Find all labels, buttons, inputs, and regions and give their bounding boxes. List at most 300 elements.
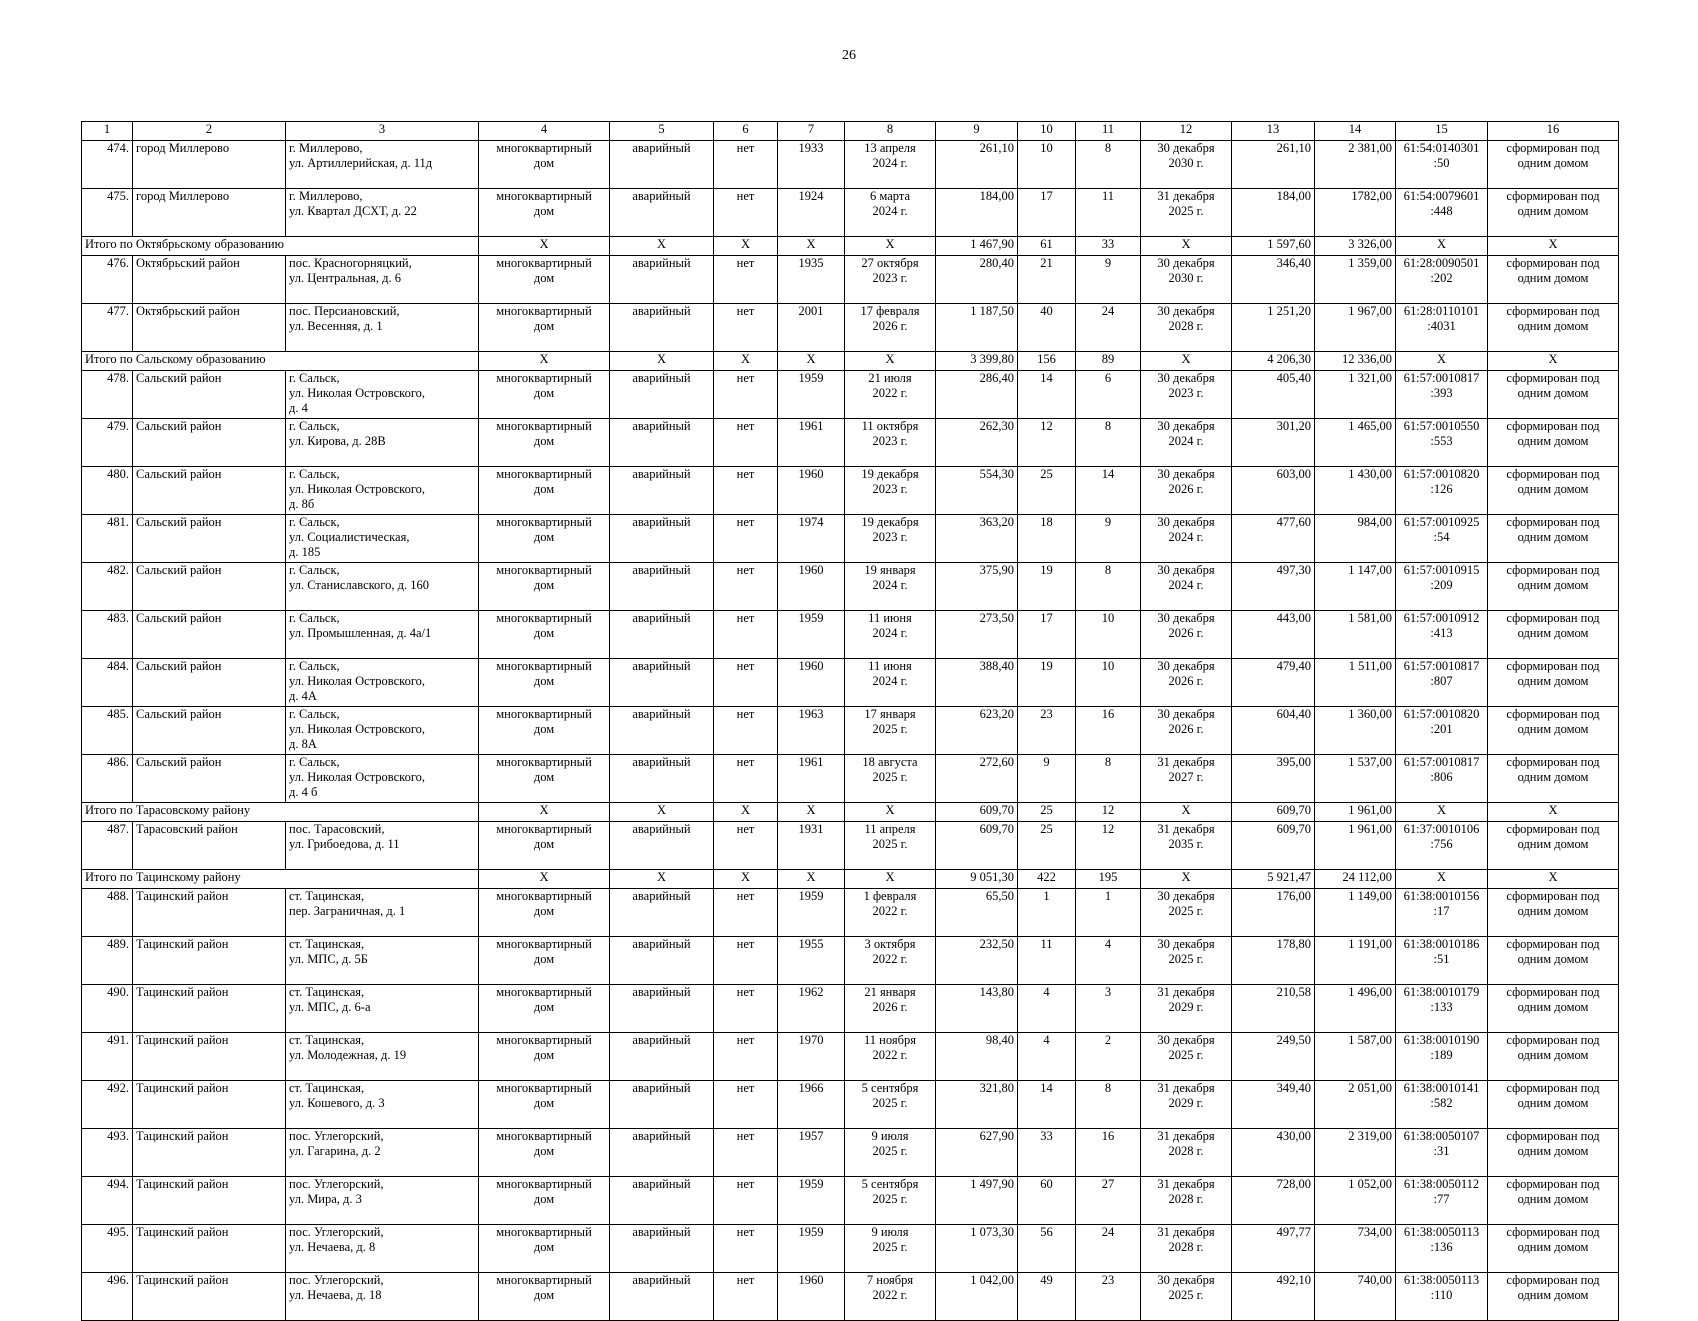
table-cell-col-13: 178,80 bbox=[1232, 937, 1315, 985]
table-cell-col-13: 479,40 bbox=[1232, 659, 1315, 707]
table-cell-col-6: нет bbox=[714, 563, 778, 611]
table-cell-col-2: Сальский район bbox=[133, 371, 286, 419]
table-cell-col-10: 19 bbox=[1018, 659, 1076, 707]
table-cell-col-4: многоквартирный дом bbox=[479, 304, 610, 352]
table-cell-col-10: 19 bbox=[1018, 563, 1076, 611]
subtotal-cell: X bbox=[778, 803, 845, 822]
subtotal-cell: X bbox=[1396, 237, 1488, 256]
table-row bbox=[82, 1033, 1619, 1081]
table-row bbox=[82, 419, 1619, 467]
table-cell-col-7: 1961 bbox=[778, 755, 845, 803]
table-row bbox=[82, 467, 1619, 515]
table-cell-col-8: 6 марта 2024 г. bbox=[845, 189, 936, 237]
table-cell-col-5: аварийный bbox=[610, 304, 714, 352]
table-cell-col-6: нет bbox=[714, 1225, 778, 1273]
subtotal-label: Итого по Октябрьскому образованию bbox=[82, 237, 479, 256]
table-cell-col-12: 30 декабря 2025 г. bbox=[1141, 1273, 1232, 1321]
table-row bbox=[82, 1273, 1619, 1321]
table-cell-col-13: 349,40 bbox=[1232, 1081, 1315, 1129]
table-cell-col-11: 16 bbox=[1076, 707, 1141, 755]
subtotal-cell: X bbox=[1396, 803, 1488, 822]
table-cell-col-6: нет bbox=[714, 1081, 778, 1129]
table-row bbox=[82, 1081, 1619, 1129]
table-cell-col-9: 262,30 bbox=[936, 419, 1018, 467]
table-row bbox=[82, 141, 1619, 189]
table-cell-col-2: Тацинский район bbox=[133, 1225, 286, 1273]
table-cell-col-2: Тацинский район bbox=[133, 1177, 286, 1225]
table-cell-col-9: 375,90 bbox=[936, 563, 1018, 611]
table-cell-col-5: аварийный bbox=[610, 1033, 714, 1081]
subtotal-cell: 89 bbox=[1076, 352, 1141, 371]
table-cell-col-4: многоквартирный дом bbox=[479, 1081, 610, 1129]
subtotal-cell: 33 bbox=[1076, 237, 1141, 256]
table-row bbox=[82, 371, 1619, 419]
table-cell-col-11: 8 bbox=[1076, 563, 1141, 611]
table-cell-col-10: 17 bbox=[1018, 189, 1076, 237]
table-cell-col-1: 479. bbox=[82, 419, 133, 467]
table-cell-col-6: нет bbox=[714, 419, 778, 467]
table-cell-col-8: 9 июля 2025 г. bbox=[845, 1225, 936, 1273]
subtotal-cell: X bbox=[778, 870, 845, 889]
table-cell-col-13: 1 251,20 bbox=[1232, 304, 1315, 352]
table-cell-col-12: 30 декабря 2030 г. bbox=[1141, 141, 1232, 189]
column-number-9: 9 bbox=[936, 122, 1018, 141]
table-cell-col-14: 1 149,00 bbox=[1315, 889, 1396, 937]
table-cell-col-13: 604,40 bbox=[1232, 707, 1315, 755]
table-cell-col-8: 17 февраля 2026 г. bbox=[845, 304, 936, 352]
table-cell-col-15: 61:57:0010915 :209 bbox=[1396, 563, 1488, 611]
subtotal-row bbox=[82, 237, 1619, 256]
table-cell-col-1: 477. bbox=[82, 304, 133, 352]
table-cell-col-13: 176,00 bbox=[1232, 889, 1315, 937]
table-cell-col-11: 8 bbox=[1076, 755, 1141, 803]
table-cell-col-11: 12 bbox=[1076, 822, 1141, 870]
table-cell-col-10: 1 bbox=[1018, 889, 1076, 937]
column-number-10: 10 bbox=[1018, 122, 1076, 141]
table-cell-col-3: пос. Углегорский, ул. Гагарина, д. 2 bbox=[286, 1129, 479, 1177]
table-cell-col-6: нет bbox=[714, 1273, 778, 1321]
table-row bbox=[82, 985, 1619, 1033]
table-row bbox=[82, 611, 1619, 659]
table-cell-col-8: 11 июня 2024 г. bbox=[845, 659, 936, 707]
table-cell-col-3: г. Сальск, ул. Николая Островского, д. 4 bbox=[286, 371, 479, 419]
table-cell-col-9: 1 497,90 bbox=[936, 1177, 1018, 1225]
table-row bbox=[82, 1129, 1619, 1177]
table-cell-col-13: 261,10 bbox=[1232, 141, 1315, 189]
table-cell-col-1: 481. bbox=[82, 515, 133, 563]
table-cell-col-10: 12 bbox=[1018, 419, 1076, 467]
table-cell-col-14: 1 511,00 bbox=[1315, 659, 1396, 707]
table-cell-col-13: 395,00 bbox=[1232, 755, 1315, 803]
table-cell-col-12: 30 декабря 2028 г. bbox=[1141, 304, 1232, 352]
table-cell-col-4: многоквартирный дом bbox=[479, 515, 610, 563]
subtotal-cell: X bbox=[479, 803, 610, 822]
table-cell-col-12: 31 декабря 2035 г. bbox=[1141, 822, 1232, 870]
table-cell-col-10: 23 bbox=[1018, 707, 1076, 755]
table-cell-col-15: 61:54:0140301 :50 bbox=[1396, 141, 1488, 189]
table-cell-col-9: 1 187,50 bbox=[936, 304, 1018, 352]
table-cell-col-2: город Миллерово bbox=[133, 141, 286, 189]
table-cell-col-5: аварийный bbox=[610, 1177, 714, 1225]
table-cell-col-4: многоквартирный дом bbox=[479, 1177, 610, 1225]
table-cell-col-4: многоквартирный дом bbox=[479, 1129, 610, 1177]
table-cell-col-1: 480. bbox=[82, 467, 133, 515]
table-row bbox=[82, 707, 1619, 755]
table-cell-col-10: 25 bbox=[1018, 822, 1076, 870]
table-header-row bbox=[82, 122, 1619, 141]
table-cell-col-11: 23 bbox=[1076, 1273, 1141, 1321]
table-cell-col-2: Тацинский район bbox=[133, 1033, 286, 1081]
table-cell-col-2: Тацинский район bbox=[133, 1129, 286, 1177]
table-cell-col-16: сформирован под одним домом bbox=[1488, 755, 1619, 803]
table-cell-col-16: сформирован под одним домом bbox=[1488, 256, 1619, 304]
table-cell-col-2: Сальский район bbox=[133, 755, 286, 803]
table-cell-col-9: 554,30 bbox=[936, 467, 1018, 515]
column-number-6: 6 bbox=[714, 122, 778, 141]
table-cell-col-2: Сальский район bbox=[133, 467, 286, 515]
table-cell-col-6: нет bbox=[714, 141, 778, 189]
table-cell-col-8: 7 ноября 2022 г. bbox=[845, 1273, 936, 1321]
table-cell-col-14: 1 052,00 bbox=[1315, 1177, 1396, 1225]
table-cell-col-6: нет bbox=[714, 189, 778, 237]
table-cell-col-4: многоквартирный дом bbox=[479, 707, 610, 755]
table-cell-col-14: 1 465,00 bbox=[1315, 419, 1396, 467]
table-cell-col-15: 61:57:0010820 :201 bbox=[1396, 707, 1488, 755]
subtotal-cell: X bbox=[610, 352, 714, 371]
table-cell-col-3: г. Сальск, ул. Промышленная, д. 4а/1 bbox=[286, 611, 479, 659]
table-row bbox=[82, 889, 1619, 937]
table-cell-col-15: 61:38:0010190 :189 bbox=[1396, 1033, 1488, 1081]
table-cell-col-6: нет bbox=[714, 822, 778, 870]
table-cell-col-13: 728,00 bbox=[1232, 1177, 1315, 1225]
table-cell-col-2: Тацинский район bbox=[133, 1081, 286, 1129]
table-cell-col-16: сформирован под одним домом bbox=[1488, 889, 1619, 937]
table-cell-col-4: многоквартирный дом bbox=[479, 755, 610, 803]
table-row bbox=[82, 755, 1619, 803]
table-cell-col-7: 1960 bbox=[778, 1273, 845, 1321]
table-row bbox=[82, 1177, 1619, 1225]
table-cell-col-13: 492,10 bbox=[1232, 1273, 1315, 1321]
table-cell-col-8: 18 августа 2025 г. bbox=[845, 755, 936, 803]
table-cell-col-5: аварийный bbox=[610, 1129, 714, 1177]
subtotal-cell: X bbox=[778, 352, 845, 371]
table-cell-col-16: сформирован под одним домом bbox=[1488, 141, 1619, 189]
table-cell-col-5: аварийный bbox=[610, 659, 714, 707]
table-cell-col-7: 1959 bbox=[778, 889, 845, 937]
table-cell-col-9: 272,60 bbox=[936, 755, 1018, 803]
table-cell-col-8: 11 апреля 2025 г. bbox=[845, 822, 936, 870]
table-cell-col-15: 61:54:0079601 :448 bbox=[1396, 189, 1488, 237]
table-cell-col-14: 2 319,00 bbox=[1315, 1129, 1396, 1177]
table-row bbox=[82, 189, 1619, 237]
table-cell-col-5: аварийный bbox=[610, 515, 714, 563]
subtotal-cell: 1 467,90 bbox=[936, 237, 1018, 256]
table-cell-col-16: сформирован под одним домом bbox=[1488, 371, 1619, 419]
table-cell-col-4: многоквартирный дом bbox=[479, 419, 610, 467]
column-number-5: 5 bbox=[610, 122, 714, 141]
column-number-14: 14 bbox=[1315, 122, 1396, 141]
table-cell-col-6: нет bbox=[714, 889, 778, 937]
table-cell-col-11: 1 bbox=[1076, 889, 1141, 937]
table-cell-col-4: многоквартирный дом bbox=[479, 611, 610, 659]
table-cell-col-11: 10 bbox=[1076, 659, 1141, 707]
subtotal-cell: X bbox=[845, 803, 936, 822]
table-cell-col-3: пос. Углегорский, ул. Нечаева, д. 18 bbox=[286, 1273, 479, 1321]
subtotal-cell: X bbox=[714, 237, 778, 256]
subtotal-cell: X bbox=[1141, 803, 1232, 822]
table-cell-col-6: нет bbox=[714, 1033, 778, 1081]
table-cell-col-7: 1966 bbox=[778, 1081, 845, 1129]
table-cell-col-6: нет bbox=[714, 467, 778, 515]
subtotal-cell: 1 961,00 bbox=[1315, 803, 1396, 822]
table-cell-col-12: 31 декабря 2028 г. bbox=[1141, 1225, 1232, 1273]
column-number-3: 3 bbox=[286, 122, 479, 141]
table-cell-col-1: 475. bbox=[82, 189, 133, 237]
table-cell-col-10: 18 bbox=[1018, 515, 1076, 563]
table-cell-col-10: 21 bbox=[1018, 256, 1076, 304]
table-cell-col-3: г. Сальск, ул. Станиславского, д. 160 bbox=[286, 563, 479, 611]
table-cell-col-10: 40 bbox=[1018, 304, 1076, 352]
table-cell-col-16: сформирован под одним домом bbox=[1488, 1033, 1619, 1081]
table-cell-col-16: сформирован под одним домом bbox=[1488, 611, 1619, 659]
table-cell-col-14: 1 537,00 bbox=[1315, 755, 1396, 803]
table-cell-col-3: г. Сальск, ул. Николая Островского, д. 8А bbox=[286, 707, 479, 755]
table-cell-col-13: 443,00 bbox=[1232, 611, 1315, 659]
table-cell-col-15: 61:38:0050113 :136 bbox=[1396, 1225, 1488, 1273]
table-cell-col-12: 30 декабря 2026 г. bbox=[1141, 659, 1232, 707]
subtotal-row bbox=[82, 870, 1619, 889]
subtotal-cell: X bbox=[845, 237, 936, 256]
table-cell-col-14: 1 430,00 bbox=[1315, 467, 1396, 515]
table-cell-col-8: 1 февраля 2022 г. bbox=[845, 889, 936, 937]
table-cell-col-11: 8 bbox=[1076, 1081, 1141, 1129]
table-cell-col-6: нет bbox=[714, 1129, 778, 1177]
table-cell-col-4: многоквартирный дом bbox=[479, 467, 610, 515]
table-cell-col-2: Тацинский район bbox=[133, 1273, 286, 1321]
table-cell-col-2: Октябрьский район bbox=[133, 256, 286, 304]
table-cell-col-9: 609,70 bbox=[936, 822, 1018, 870]
table-cell-col-3: пос. Красногорняцкий, ул. Центральная, д. 6 bbox=[286, 256, 479, 304]
table-cell-col-5: аварийный bbox=[610, 419, 714, 467]
table-cell-col-14: 2 051,00 bbox=[1315, 1081, 1396, 1129]
table-cell-col-3: г. Миллерово, ул. Квартал ДСХТ, д. 22 bbox=[286, 189, 479, 237]
table-row bbox=[82, 256, 1619, 304]
table-cell-col-6: нет bbox=[714, 304, 778, 352]
table-cell-col-11: 4 bbox=[1076, 937, 1141, 985]
table-cell-col-7: 1960 bbox=[778, 563, 845, 611]
table-cell-col-15: 61:57:0010817 :806 bbox=[1396, 755, 1488, 803]
table-cell-col-1: 483. bbox=[82, 611, 133, 659]
table-cell-col-15: 61:38:0010179 :133 bbox=[1396, 985, 1488, 1033]
table-cell-col-12: 31 декабря 2027 г. bbox=[1141, 755, 1232, 803]
table-cell-col-7: 1959 bbox=[778, 371, 845, 419]
table-cell-col-16: сформирован под одним домом bbox=[1488, 1081, 1619, 1129]
table-cell-col-4: многоквартирный дом bbox=[479, 889, 610, 937]
table-cell-col-15: 61:38:0010186 :51 bbox=[1396, 937, 1488, 985]
table-cell-col-9: 65,50 bbox=[936, 889, 1018, 937]
table-cell-col-10: 10 bbox=[1018, 141, 1076, 189]
table-cell-col-15: 61:57:0010925 :54 bbox=[1396, 515, 1488, 563]
table-cell-col-2: Сальский район bbox=[133, 659, 286, 707]
table-cell-col-16: сформирован под одним домом bbox=[1488, 304, 1619, 352]
table-cell-col-12: 30 декабря 2030 г. bbox=[1141, 256, 1232, 304]
table-cell-col-8: 21 января 2026 г. bbox=[845, 985, 936, 1033]
subtotal-cell: 3 326,00 bbox=[1315, 237, 1396, 256]
subtotal-cell: 12 336,00 bbox=[1315, 352, 1396, 371]
table-cell-col-4: многоквартирный дом bbox=[479, 1225, 610, 1273]
table-cell-col-4: многоквартирный дом bbox=[479, 256, 610, 304]
table-cell-col-8: 11 ноября 2022 г. bbox=[845, 1033, 936, 1081]
table-cell-col-10: 33 bbox=[1018, 1129, 1076, 1177]
table-cell-col-1: 484. bbox=[82, 659, 133, 707]
table-cell-col-4: многоквартирный дом bbox=[479, 822, 610, 870]
table-cell-col-8: 11 октября 2023 г. bbox=[845, 419, 936, 467]
table-cell-col-16: сформирован под одним домом bbox=[1488, 985, 1619, 1033]
table-cell-col-16: сформирован под одним домом bbox=[1488, 707, 1619, 755]
table-cell-col-10: 25 bbox=[1018, 467, 1076, 515]
column-number-2: 2 bbox=[133, 122, 286, 141]
table-cell-col-15: 61:38:0050107 :31 bbox=[1396, 1129, 1488, 1177]
table-cell-col-3: ст. Тацинская, ул. МПС, д. 6-а bbox=[286, 985, 479, 1033]
table-cell-col-4: многоквартирный дом bbox=[479, 563, 610, 611]
table-cell-col-1: 491. bbox=[82, 1033, 133, 1081]
table-cell-col-6: нет bbox=[714, 755, 778, 803]
table-cell-col-6: нет bbox=[714, 985, 778, 1033]
table-cell-col-15: 61:57:0010550 :553 bbox=[1396, 419, 1488, 467]
table-cell-col-10: 14 bbox=[1018, 1081, 1076, 1129]
table-cell-col-10: 9 bbox=[1018, 755, 1076, 803]
table-cell-col-1: 488. bbox=[82, 889, 133, 937]
table-cell-col-10: 4 bbox=[1018, 1033, 1076, 1081]
table-cell-col-7: 1959 bbox=[778, 611, 845, 659]
table-cell-col-5: аварийный bbox=[610, 822, 714, 870]
table-cell-col-14: 1 961,00 bbox=[1315, 822, 1396, 870]
table-cell-col-16: сформирован под одним домом bbox=[1488, 659, 1619, 707]
table-cell-col-1: 478. bbox=[82, 371, 133, 419]
table-cell-col-16: сформирован под одним домом bbox=[1488, 1225, 1619, 1273]
table-cell-col-2: Сальский район bbox=[133, 611, 286, 659]
table-row bbox=[82, 563, 1619, 611]
subtotal-label: Итого по Сальскому образованию bbox=[82, 352, 479, 371]
table-cell-col-9: 321,80 bbox=[936, 1081, 1018, 1129]
table-cell-col-6: нет bbox=[714, 371, 778, 419]
table-cell-col-6: нет bbox=[714, 659, 778, 707]
table-cell-col-14: 1782,00 bbox=[1315, 189, 1396, 237]
column-number-15: 15 bbox=[1396, 122, 1488, 141]
table-cell-col-5: аварийный bbox=[610, 611, 714, 659]
table-cell-col-3: ст. Тацинская, ул. Молодежная, д. 19 bbox=[286, 1033, 479, 1081]
table-cell-col-3: г. Сальск, ул. Кирова, д. 28В bbox=[286, 419, 479, 467]
subtotal-cell: 9 051,30 bbox=[936, 870, 1018, 889]
subtotal-cell: 609,70 bbox=[936, 803, 1018, 822]
table-cell-col-7: 1961 bbox=[778, 419, 845, 467]
table-cell-col-15: 61:28:0090501 :202 bbox=[1396, 256, 1488, 304]
table-cell-col-5: аварийный bbox=[610, 755, 714, 803]
column-number-7: 7 bbox=[778, 122, 845, 141]
table-cell-col-6: нет bbox=[714, 256, 778, 304]
table-cell-col-11: 8 bbox=[1076, 419, 1141, 467]
table-cell-col-10: 56 bbox=[1018, 1225, 1076, 1273]
table-cell-col-2: Тацинский район bbox=[133, 937, 286, 985]
table-cell-col-1: 474. bbox=[82, 141, 133, 189]
subtotal-cell: 61 bbox=[1018, 237, 1076, 256]
table-cell-col-16: сформирован под одним домом bbox=[1488, 1273, 1619, 1321]
subtotal-cell: X bbox=[845, 870, 936, 889]
table-cell-col-12: 31 декабря 2029 г. bbox=[1141, 1081, 1232, 1129]
table-cell-col-13: 405,40 bbox=[1232, 371, 1315, 419]
subtotal-cell: X bbox=[1488, 803, 1619, 822]
table-cell-col-15: 61:38:0010156 :17 bbox=[1396, 889, 1488, 937]
subtotal-cell: X bbox=[1141, 870, 1232, 889]
table-row bbox=[82, 659, 1619, 707]
column-number-4: 4 bbox=[479, 122, 610, 141]
table-cell-col-11: 6 bbox=[1076, 371, 1141, 419]
subtotal-cell: X bbox=[1141, 352, 1232, 371]
table-cell-col-9: 232,50 bbox=[936, 937, 1018, 985]
table-cell-col-4: многоквартирный дом bbox=[479, 1033, 610, 1081]
subtotal-label: Итого по Тарасовскому району bbox=[82, 803, 479, 822]
table-cell-col-15: 61:38:0010141 :582 bbox=[1396, 1081, 1488, 1129]
table-cell-col-2: город Миллерово bbox=[133, 189, 286, 237]
table-cell-col-1: 487. bbox=[82, 822, 133, 870]
column-number-12: 12 bbox=[1141, 122, 1232, 141]
table-cell-col-3: г. Сальск, ул. Николая Островского, д. 8б bbox=[286, 467, 479, 515]
table-cell-col-14: 1 496,00 bbox=[1315, 985, 1396, 1033]
table-cell-col-5: аварийный bbox=[610, 256, 714, 304]
subtotal-cell: X bbox=[1396, 352, 1488, 371]
subtotal-cell: X bbox=[714, 352, 778, 371]
subtotal-cell: X bbox=[778, 237, 845, 256]
table-cell-col-15: 61:38:0050112 :77 bbox=[1396, 1177, 1488, 1225]
table-cell-col-13: 477,60 bbox=[1232, 515, 1315, 563]
table-cell-col-12: 30 декабря 2024 г. bbox=[1141, 563, 1232, 611]
table-cell-col-3: г. Миллерово, ул. Артиллерийская, д. 11д bbox=[286, 141, 479, 189]
table-cell-col-3: г. Сальск, ул. Николая Островского, д. 4 б bbox=[286, 755, 479, 803]
table-cell-col-1: 493. bbox=[82, 1129, 133, 1177]
table-cell-col-14: 1 360,00 bbox=[1315, 707, 1396, 755]
table-row bbox=[82, 937, 1619, 985]
table-cell-col-1: 476. bbox=[82, 256, 133, 304]
table-cell-col-4: многоквартирный дом bbox=[479, 659, 610, 707]
table-row bbox=[82, 304, 1619, 352]
table-cell-col-3: пос. Тарасовский, ул. Грибоедова, д. 11 bbox=[286, 822, 479, 870]
subtotal-cell: X bbox=[610, 870, 714, 889]
table-cell-col-3: г. Сальск, ул. Николая Островского, д. 4А bbox=[286, 659, 479, 707]
table-cell-col-13: 184,00 bbox=[1232, 189, 1315, 237]
table-cell-col-14: 1 581,00 bbox=[1315, 611, 1396, 659]
table-cell-col-9: 280,40 bbox=[936, 256, 1018, 304]
table-cell-col-16: сформирован под одним домом bbox=[1488, 1129, 1619, 1177]
table-cell-col-7: 1959 bbox=[778, 1177, 845, 1225]
table-cell-col-5: аварийный bbox=[610, 985, 714, 1033]
table-cell-col-16: сформирован под одним домом bbox=[1488, 937, 1619, 985]
table-cell-col-15: 61:57:0010820 :126 bbox=[1396, 467, 1488, 515]
table-cell-col-16: сформирован под одним домом bbox=[1488, 822, 1619, 870]
subtotal-cell: X bbox=[714, 803, 778, 822]
table-cell-col-10: 49 bbox=[1018, 1273, 1076, 1321]
table-cell-col-14: 1 587,00 bbox=[1315, 1033, 1396, 1081]
column-number-13: 13 bbox=[1232, 122, 1315, 141]
table-cell-col-11: 9 bbox=[1076, 515, 1141, 563]
table-cell-col-5: аварийный bbox=[610, 937, 714, 985]
table-cell-col-9: 273,50 bbox=[936, 611, 1018, 659]
table-cell-col-15: 61:37:0010106 :756 bbox=[1396, 822, 1488, 870]
table-cell-col-9: 363,20 bbox=[936, 515, 1018, 563]
table-cell-col-2: Тацинский район bbox=[133, 985, 286, 1033]
table-cell-col-5: аварийный bbox=[610, 467, 714, 515]
table-cell-col-5: аварийный bbox=[610, 371, 714, 419]
table-cell-col-7: 1931 bbox=[778, 822, 845, 870]
